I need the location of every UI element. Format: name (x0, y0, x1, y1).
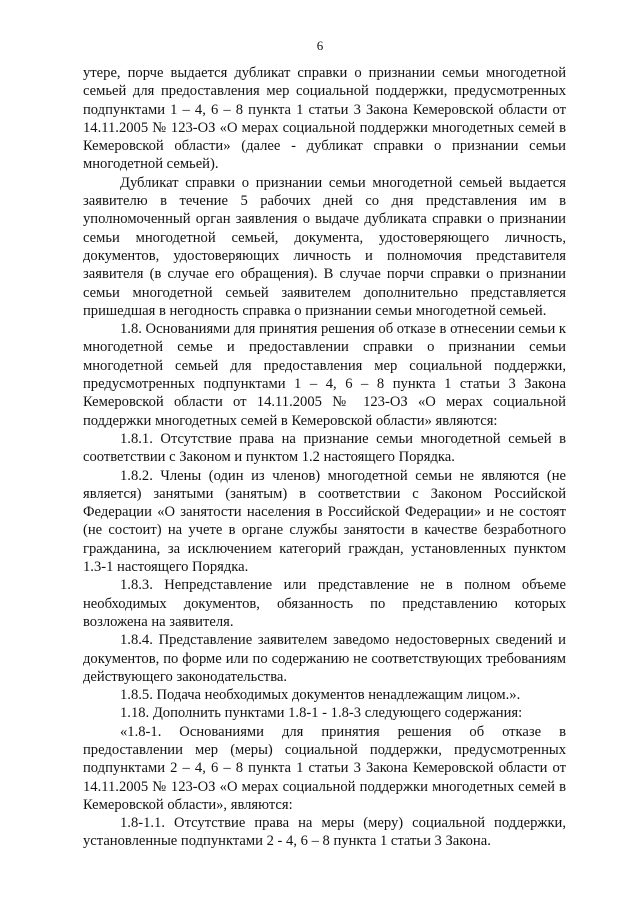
paragraph-1-8-5: 1.8.5. Подача необходимых документов ненадлежащим лицом.». (120, 687, 521, 704)
paragraph-1-8-4: 1.8.4. Представление заявителем заведомо недостоверных сведений и документов, по форме или по содержанию не соответствующих требованиям действующего законодательства. (83, 632, 566, 685)
paragraph-1-8-1: 1.8.1. Отсутствие права на признание семьи многодетной семьей в соответствии с Законом и пунктом 1.2 настоящего Порядка. (83, 430, 566, 466)
paragraph-1-8-dash-1: «1.8-1. Основаниями для принятия решения об отказе в предоставлении мер (меры) социальной поддержки, предусмотренных подпунктами 2 – 4, 6 – 8 пункта 1 статьи 3 Закона Кемеровской области от 14.11.2005 № 123-ОЗ «О мерах социальной поддержки многодетных семей в Кемеровской области», являются: (83, 723, 566, 813)
paragraph-1-8-2: 1.8.2. Члены (один из членов) многодетной семьи не являются (не является) занятыми (занятым) в соответствии с Законом Российской Федерации «О занятости населения в Российской Федерации» и не состоят (не состоит) на учете в органе службы занятости в качестве безработного гражданина, за исключением категорий граждан, установленных пунктом 1.3-1 настоящего Порядка. (83, 467, 566, 576)
document-body (83, 64, 566, 851)
paragraph-1-8-3: 1.8.3. Непредставление или представление не в полном объеме необходимых документов, обязанность по представлению которых возложена на заявителя. (83, 577, 566, 630)
paragraph-1-8: 1.8. Основаниями для принятия решения об отказе в отнесении семьи к многодетной семье и предоставлении справки о признании семьи многодетной семьей для предоставления мер социальной поддержки, предусмотренных подпунктами 1 – 4, 6 – 8 пункта 1 статьи 3 Закона Кемеровской области от 14.11.2005 № 123-ОЗ «О мерах социальной поддержки многодетных семей в Кемеровской области» являются: (83, 321, 566, 429)
paragraph-1-18: 1.18. Дополнить пунктами 1.8-1 - 1.8-3 следующего содержания: (120, 705, 523, 722)
paragraph-duplicate-issuance: Дубликат справки о признании семьи многодетной семьей выдается заявителю в течение 5 рабочих дней со дня представления им в уполномоченный орган заявления о выдаче дубликата справки о признании семьи многодетной семьей, документа, удостоверяющего личность, документов, удостоверяющих личность и полномочия представителя заявителя (в случае его обращения). В случае порчи справки о признании семьи многодетной семьей заявителем дополнительно представляется пришедшая в негодность справка о признании семьи многодетной семьей. (83, 174, 566, 319)
paragraph-duplicate-intro: утере, порче выдается дубликат справки о признании семьи многодетной семьей для предоставления мер социальной поддержки, предусмотренных подпунктами 1 – 4, 6 – 8 пункта 1 статьи 3 Закона Кемеровской области от 14.11.2005 № 123-ОЗ «О мерах социальной поддержки многодетных семей в Кемеровской области» (далее - дубликат справки о признании семьи многодетной семьей). (83, 65, 566, 173)
page-number: 6 (316, 38, 324, 53)
paragraph-1-8-dash-1-1: 1.8-1.1. Отсутствие права на меры (меру) социальной поддержки, установленные подпунктами 2 - 4, 6 – 8 пункта 1 статьи 3 Закона. (83, 815, 566, 850)
